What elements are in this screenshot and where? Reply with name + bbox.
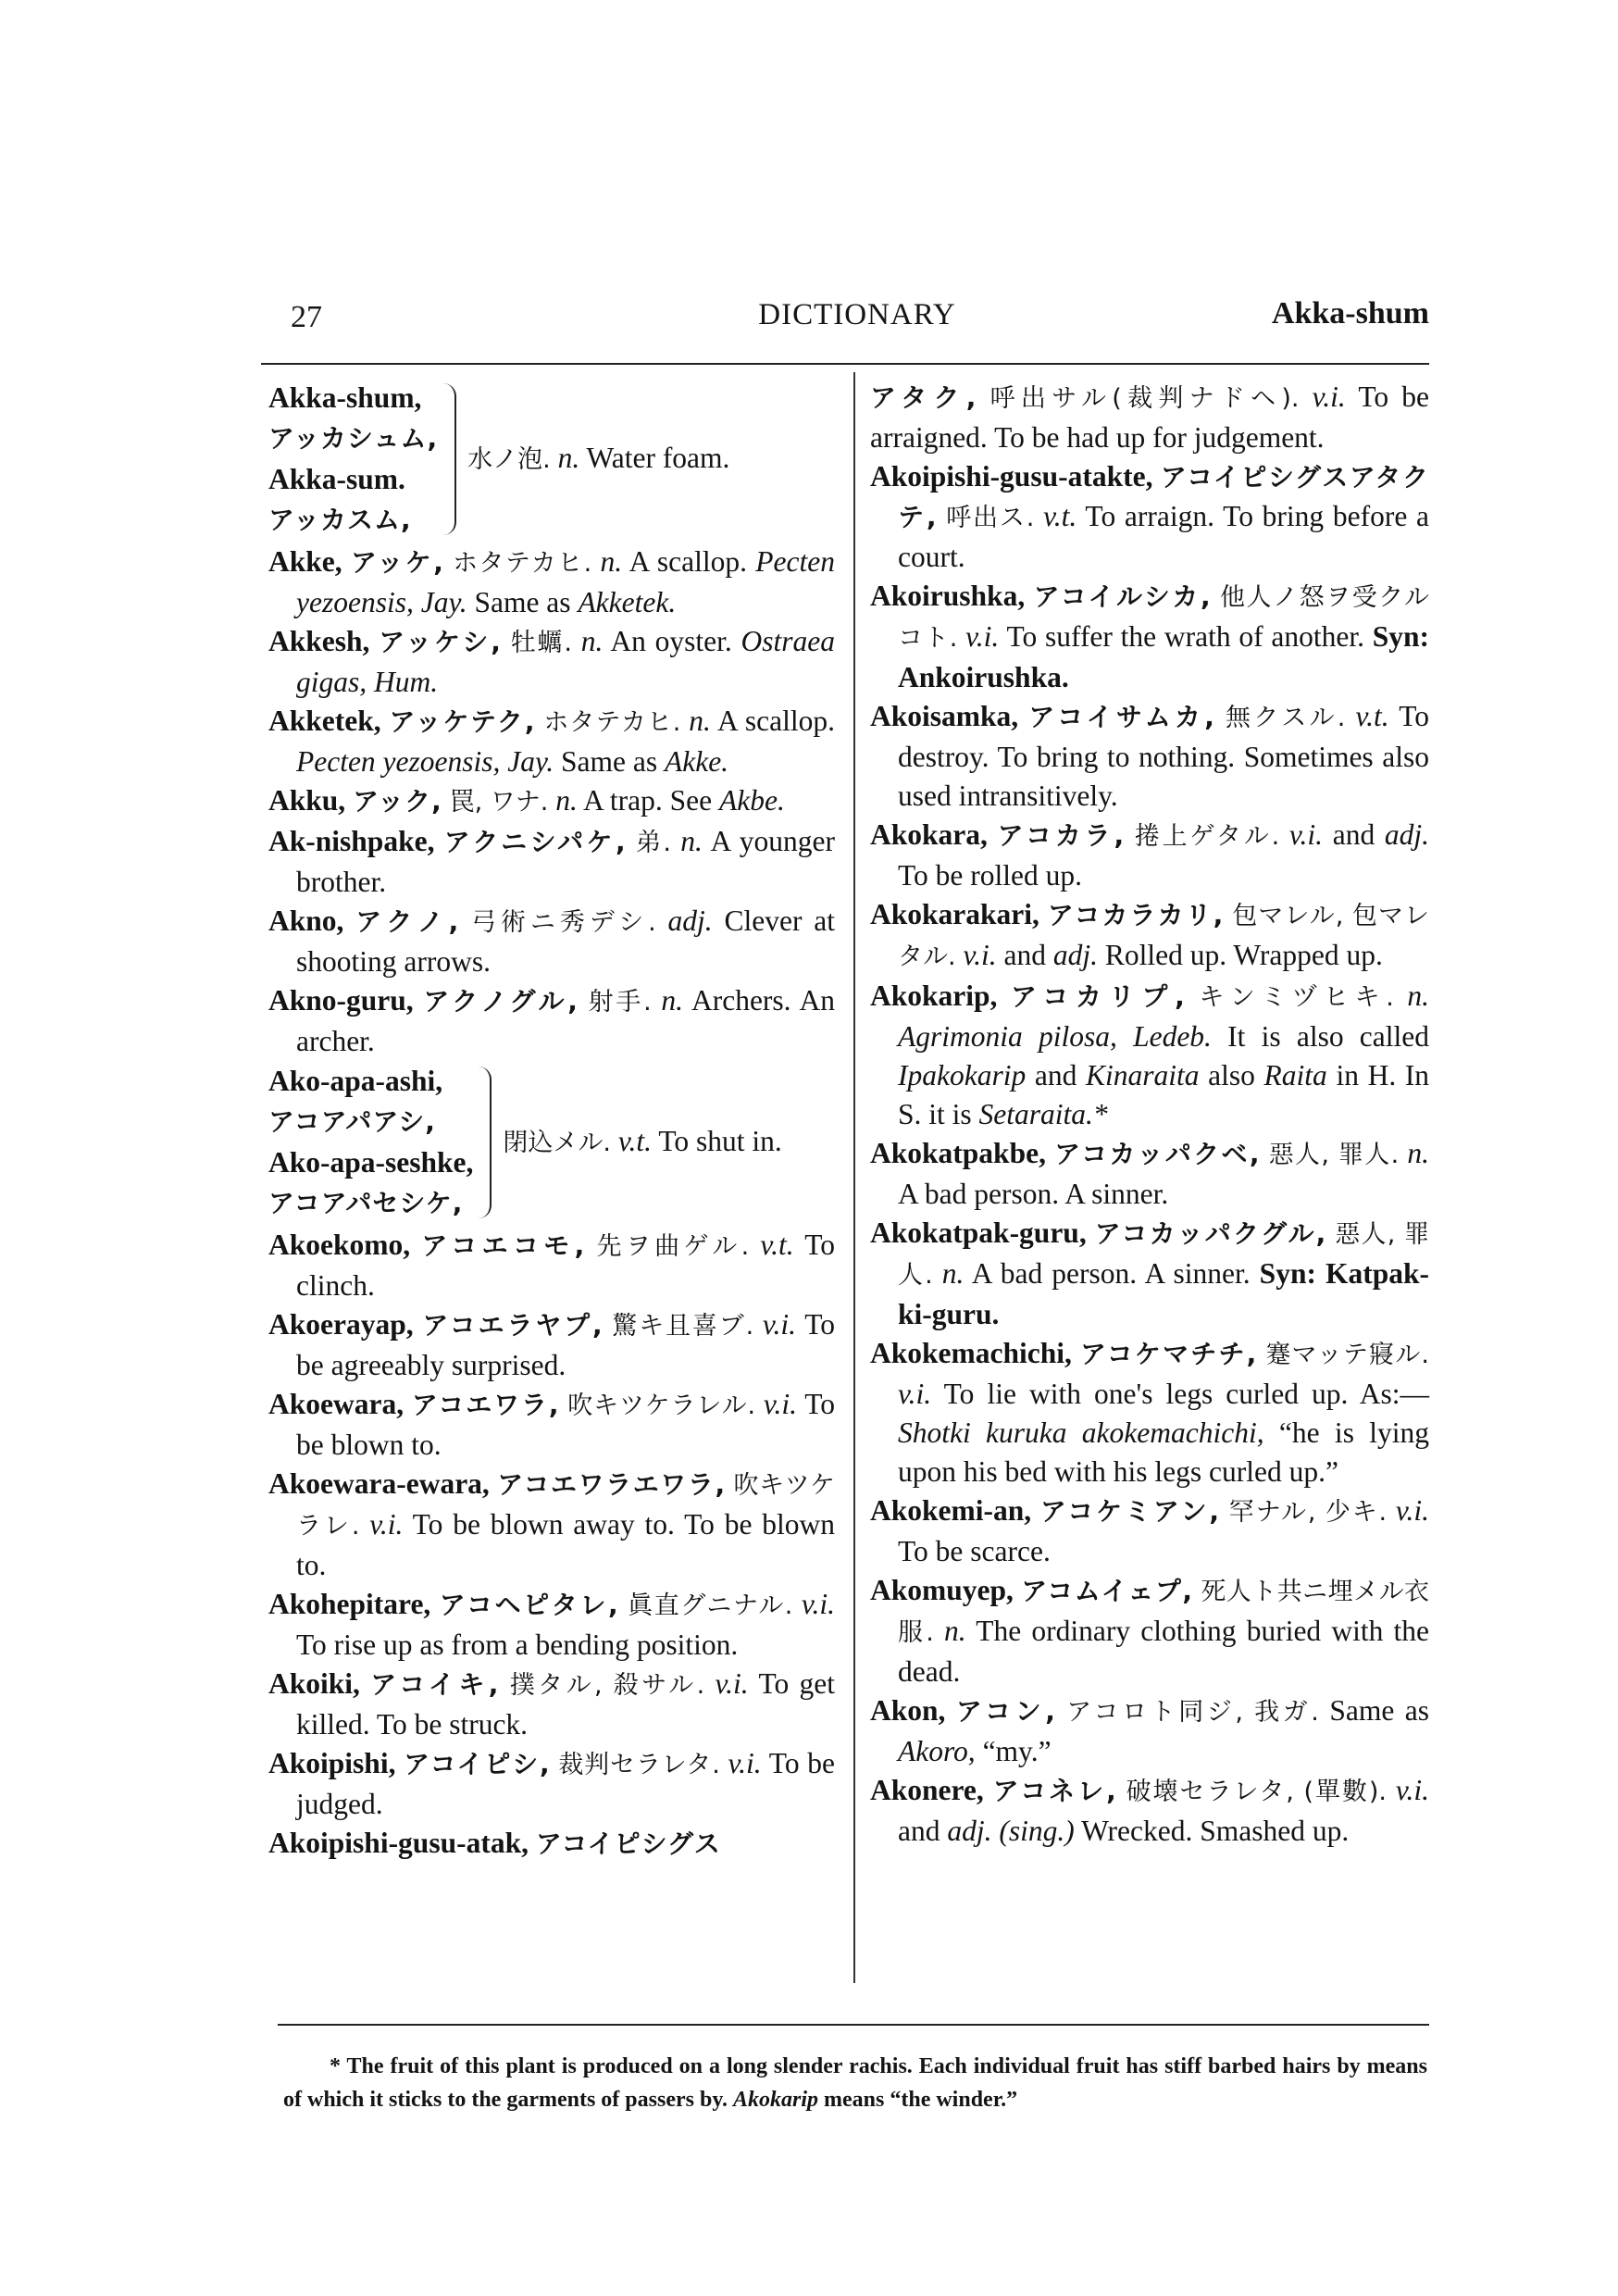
definition: A bad person. A sinner.: [971, 1257, 1251, 1290]
headword-kana: アコケマチチ,: [1079, 1339, 1258, 1369]
headword: Akku,: [268, 784, 346, 817]
entry-group-akka-shum: [268, 378, 835, 541]
group-headwords: [268, 378, 438, 541]
japanese-gloss: 惡人, 罪人.: [898, 1220, 1430, 1290]
headword-kana: アコイキ,: [370, 1669, 500, 1700]
definition: Archers. An archer.: [296, 984, 835, 1057]
headword: Akketek,: [268, 705, 381, 737]
part-of-speech: n.: [661, 984, 684, 1017]
headword-kana: アッケ,: [350, 547, 444, 578]
definition: To be blown away to. To be blown to.: [296, 1508, 835, 1581]
headword-kana: アコケミアン,: [1039, 1496, 1221, 1527]
headword: Akokatpak-guru,: [870, 1217, 1087, 1249]
cross-ref-text: Same as: [474, 586, 571, 618]
headword: Akomuyep,: [870, 1574, 1014, 1606]
japanese-gloss: 吹キツケラレ.: [296, 1471, 835, 1541]
entry-akoipishi-gusu-atakte: [870, 457, 1429, 577]
group-definition: [467, 439, 835, 480]
definition: The ordinary clothing buried with the dead.: [898, 1615, 1429, 1688]
synonym-label: Syn:: [1259, 1257, 1316, 1290]
cross-reference: Akoro,: [898, 1735, 976, 1767]
part-of-speech: n.: [600, 545, 623, 578]
headword-kana: アクニシパケ,: [443, 827, 627, 857]
footnote-term: Akokarip: [733, 2088, 819, 2112]
alt-name: Kinaraita: [1085, 1059, 1200, 1092]
definition: Wrecked. Smashed up.: [1081, 1815, 1350, 1847]
headword: Akokarip,: [870, 980, 998, 1012]
headword: Ako-apa-ashi,: [268, 1065, 443, 1097]
headword: Akoewara,: [268, 1388, 404, 1420]
japanese-gloss: 先ヲ曲ゲル.: [596, 1232, 750, 1261]
headword-kana: アッケテク,: [389, 706, 536, 737]
column-divider: [853, 372, 855, 1983]
headword-kana: アコネレ,: [992, 1776, 1117, 1806]
headword-kana: アコカラ,: [997, 820, 1126, 851]
entry-akketek: [268, 702, 835, 781]
entry-akohepitare: [268, 1585, 835, 1665]
conjunction: and: [898, 1815, 940, 1847]
headword-kana: アコヘピタレ,: [439, 1590, 619, 1620]
headword: Akka-shum,: [268, 381, 422, 414]
definition-text: in H. In S. it is: [898, 1059, 1430, 1130]
entry-akokatpakbe: [870, 1134, 1429, 1214]
part-of-speech: n.: [944, 1615, 966, 1647]
headword-kana: アコイピシグス: [535, 1828, 721, 1859]
japanese-gloss: 無クスル.: [1226, 704, 1346, 732]
scientific-name: Pecten yezoensis, Jay.: [296, 545, 835, 618]
part-of-speech: v.t.: [1355, 700, 1389, 732]
headword-kana: アコアパセシケ,: [268, 1188, 464, 1218]
definition: To lie with one's legs curled up. As:—: [943, 1378, 1429, 1410]
example-ainu: Shotki kuruka akokemachichi,: [898, 1416, 1264, 1449]
headword: Akoekomo,: [268, 1229, 411, 1261]
headword-kana: アコエコモ,: [421, 1230, 586, 1261]
part-of-speech: v.i.: [1312, 381, 1346, 413]
japanese-gloss: 他人ノ怒ヲ受クルコト.: [898, 583, 1430, 653]
headword-kana: アタク,: [870, 382, 977, 413]
part-of-speech: v.t.: [1043, 500, 1077, 532]
headword-kana: アコイピシ,: [404, 1749, 551, 1779]
headword: Ako-apa-seshke,: [268, 1146, 474, 1179]
definition: To shut in.: [658, 1125, 782, 1157]
footnote: [283, 2050, 1427, 2116]
entry-akkesh: [268, 622, 835, 702]
cross-ref-text: Same as: [561, 745, 658, 778]
cross-reference: Akbe.: [718, 784, 785, 817]
entry-akke: [268, 543, 835, 622]
headword: Akoiki,: [268, 1667, 360, 1700]
headword-kana: アコエラヤプ,: [422, 1310, 604, 1341]
entry-akokatpak-guru: [870, 1214, 1429, 1334]
headword-kana: アコカッパクベ,: [1054, 1139, 1261, 1169]
part-of-speech: v.i.: [728, 1747, 762, 1779]
definition: To get killed. To be struck.: [296, 1667, 836, 1741]
japanese-gloss: 驚キ且喜ブ.: [612, 1312, 754, 1341]
headword: Akka-sum.: [268, 463, 405, 495]
entry-akokemachichi: [870, 1334, 1429, 1491]
japanese-gloss: 呼出サル(裁判ナドヘ).: [989, 384, 1300, 413]
definition: Clever at shooting arrows.: [296, 905, 836, 978]
part-of-speech: v.i.: [801, 1588, 836, 1620]
entry-akoiki: [268, 1665, 835, 1744]
entry-akokemi-an: [870, 1491, 1429, 1571]
definition: To be agreeably surprised.: [296, 1308, 835, 1381]
definition: To be arraigned. To be had up for judgement.: [870, 381, 1429, 454]
entry-akoewara: [268, 1385, 835, 1465]
part-of-speech: n.: [1407, 1137, 1430, 1169]
headword-kana: アコン,: [955, 1696, 1056, 1727]
cross-reference: Akke.: [665, 745, 729, 778]
part-of-speech: v.i.: [898, 1378, 932, 1410]
japanese-gloss: 射手.: [588, 988, 652, 1017]
definition-tail: “my.”: [982, 1735, 1052, 1767]
japanese-gloss: ホタテカヒ.: [453, 549, 592, 578]
part-of-speech: n.: [580, 625, 604, 657]
definition: Rolled up. Wrapped up.: [1104, 939, 1383, 971]
synonym: Ankoirushka.: [898, 661, 1069, 693]
part-of-speech: v.i.: [715, 1667, 749, 1700]
headword: Akohepitare,: [268, 1588, 431, 1620]
headword-kana: アクノ,: [355, 906, 460, 937]
entry-akoerayap: [268, 1305, 835, 1385]
japanese-gloss: 弓術ニ秀デシ.: [471, 908, 656, 937]
entry-akokarip: [870, 977, 1429, 1134]
definition: To be judged.: [296, 1747, 836, 1820]
definition: To rise up as from a bending position.: [296, 1628, 739, 1661]
japanese-gloss: 吹キツケラレル.: [567, 1391, 756, 1420]
definition: A trap. See: [583, 784, 713, 817]
header-rule: [261, 363, 1429, 365]
group-headwords: [268, 1061, 473, 1224]
alt-name: Raita: [1263, 1059, 1327, 1092]
headword-kana: アコイルシカ,: [1033, 581, 1212, 612]
part-of-speech: n.: [941, 1257, 965, 1290]
left-column: [268, 378, 835, 1864]
japanese-gloss: 裁判セラレタ.: [558, 1751, 720, 1779]
headword: Akoipishi,: [268, 1747, 396, 1779]
definition-text: It is also called: [1227, 1020, 1429, 1053]
headword-kana: アコムイェプ,: [1021, 1576, 1193, 1606]
page-header: [285, 294, 1429, 341]
japanese-gloss: アコロト同ジ, 我ガ.: [1066, 1698, 1319, 1727]
part-of-speech: adj.: [1052, 939, 1098, 971]
part-of-speech: v.i.: [762, 1308, 797, 1341]
part-of-speech: n.: [1407, 980, 1430, 1012]
definition: To clinch.: [296, 1229, 836, 1302]
scientific-name: Agrimonia pilosa, Ledeb.: [898, 1020, 1212, 1053]
japanese-gloss: 呼出ス.: [946, 504, 1035, 532]
entry-akoirushka: [870, 577, 1429, 697]
headword-kana: アコイピシグスアタクテ,: [898, 462, 1430, 532]
entry-akoewara-ewara: [268, 1465, 835, 1585]
part-of-speech: v.i.: [1288, 818, 1324, 851]
part-of-speech: n.: [557, 442, 580, 474]
part-of-speech: v.i.: [963, 939, 997, 971]
conjunction: and: [1003, 939, 1046, 971]
entry-akokarakari: [870, 895, 1429, 977]
headword: Akon,: [870, 1694, 946, 1727]
definition: To be scarce.: [898, 1535, 1051, 1567]
headword-kana: アコカラカリ,: [1047, 900, 1225, 930]
japanese-gloss: 撲タル, 殺サル.: [509, 1671, 705, 1700]
japanese-gloss: 破壊セラレタ, (單數).: [1126, 1778, 1387, 1806]
japanese-gloss: 罕ナル, 少キ.: [1228, 1498, 1388, 1527]
headword-kana: アコカリプ,: [1011, 981, 1186, 1012]
headword: Akoewara-ewara,: [268, 1467, 490, 1500]
definition: Water foam.: [586, 442, 730, 474]
headword-kana: アクノグル,: [423, 986, 579, 1017]
japanese-gloss: キンミヅヒキ.: [1199, 983, 1394, 1012]
headword-kana: アコアパアシ,: [268, 1106, 436, 1137]
running-title: DICTIONARY: [758, 298, 956, 331]
entry-akoipishi-gusu-atak: [268, 1824, 835, 1864]
japanese-gloss: 眞直グニナル.: [628, 1591, 793, 1620]
scientific-name: Pecten yezoensis, Jay.: [296, 745, 554, 778]
definition: Same as: [1329, 1694, 1429, 1727]
entry-akon: [870, 1691, 1429, 1771]
headword: Akno-guru,: [268, 984, 414, 1017]
part-of-speech: v.t.: [617, 1125, 653, 1157]
headword: Akoipishi-gusu-atakte,: [870, 460, 1153, 493]
definition: To be blown to.: [296, 1388, 836, 1461]
japanese-gloss: 蹇マッテ寢ル.: [1265, 1341, 1429, 1369]
japanese-gloss: 死人ト共ニ埋メル衣服.: [898, 1578, 1430, 1647]
japanese-gloss: 水ノ泡.: [467, 445, 551, 474]
group-definition: [503, 1122, 835, 1163]
part-of-speech: v.i.: [369, 1508, 404, 1541]
headword-kana: アッカスム,: [268, 505, 412, 535]
brace: [442, 383, 456, 535]
definition: To arraign. To bring before a court.: [898, 500, 1430, 573]
japanese-gloss: ホタテカヒ.: [543, 708, 681, 737]
running-headword: Akka-shum: [1271, 296, 1429, 331]
headword: Akke,: [268, 545, 342, 578]
headword: Akoipishi-gusu-atak,: [268, 1827, 529, 1859]
japanese-gloss: 包マレル, 包マレタル.: [898, 902, 1430, 971]
japanese-gloss: 弟.: [635, 829, 671, 857]
number-note: (sing.): [999, 1815, 1075, 1847]
synonym-label: Syn:: [1372, 620, 1430, 653]
entry-ak-nishpake: [268, 822, 835, 902]
entry-akno: [268, 902, 835, 981]
headword: Akkesh,: [268, 625, 370, 657]
headword: Akokemi-an,: [870, 1494, 1032, 1527]
definition-text: and: [1034, 1059, 1077, 1092]
headword-kana: アコカッパクグル,: [1094, 1218, 1327, 1249]
definition: To be rolled up.: [898, 859, 1082, 892]
entry-akoipishi-gusu-atak-continued: [870, 378, 1429, 457]
headword: Akoirushka,: [870, 580, 1026, 612]
alt-name: Ipakokarip: [898, 1059, 1027, 1092]
example-translation: “he is lying upon his bed with his legs curled up.”: [898, 1416, 1430, 1488]
scientific-name: Ostraea gigas, Hum.: [296, 625, 836, 698]
entry-akoekomo: [268, 1226, 835, 1305]
entry-akokara: [870, 816, 1429, 895]
headword-kana: アコエワラ,: [411, 1390, 560, 1420]
definition: To destroy. To bring to nothing. Sometimes also used intransitively.: [898, 700, 1430, 812]
japanese-gloss: 牡蠣.: [510, 629, 572, 657]
headword: Ak-nishpake,: [268, 825, 435, 857]
right-column: [870, 378, 1429, 1851]
footnote-rule: [278, 2024, 1429, 2026]
entry-group-ako-apa: [268, 1061, 835, 1224]
headword: Akokarakari,: [870, 898, 1039, 930]
alt-name: Setaraita.*: [978, 1098, 1108, 1130]
definition: A scallop.: [717, 705, 836, 737]
entry-akomuyep: [870, 1571, 1429, 1691]
part-of-speech: adj.: [1384, 818, 1430, 851]
definition: An oyster.: [610, 625, 732, 657]
cross-reference: Akketek.: [578, 586, 677, 618]
headword-kana: アコイサムカ,: [1028, 702, 1215, 732]
part-of-speech: n.: [689, 705, 711, 737]
synonym: Katpak-ki-guru.: [898, 1257, 1430, 1330]
page-number: 27: [291, 300, 322, 334]
conjunction: and: [1332, 818, 1375, 851]
headword: Akokatpakbe,: [870, 1137, 1046, 1169]
definition: To suffer the wrath of another.: [1006, 620, 1364, 653]
headword: Akokemachichi,: [870, 1337, 1072, 1369]
part-of-speech: adj.: [667, 905, 713, 937]
headword: Akno,: [268, 905, 344, 937]
part-of-speech: v.t.: [760, 1229, 794, 1261]
part-of-speech: n.: [680, 825, 703, 857]
japanese-gloss: 惡人, 罪人.: [1268, 1141, 1400, 1169]
japanese-gloss: 罠, ワナ.: [449, 788, 549, 817]
japanese-gloss: 閉込メル.: [503, 1129, 612, 1157]
headword: Akoisamka,: [870, 700, 1019, 732]
headword: Akokara,: [870, 818, 988, 851]
part-of-speech: n.: [555, 784, 578, 817]
part-of-speech: v.i.: [1395, 1774, 1429, 1806]
part-of-speech: v.i.: [965, 620, 1000, 653]
brace: [477, 1067, 492, 1218]
entry-akonere: [870, 1771, 1429, 1851]
definition: A scallop.: [629, 545, 748, 578]
footnote-text: * The fruit of this plant is produced on a long slender rachis. Each individual fruit has stiff barbed hairs by means of which it sticks to the garments of passers by.: [283, 2054, 1427, 2112]
entry-akoipishi: [268, 1744, 835, 1824]
headword-kana: アック,: [353, 786, 442, 817]
footnote-text: means “the winder.”: [824, 2088, 1018, 2112]
headword-kana: アッカシュム,: [268, 423, 439, 454]
japanese-gloss: 捲上ゲタル.: [1134, 822, 1280, 851]
headword-kana: アコエワラエワラ,: [497, 1469, 727, 1500]
entry-akku: [268, 781, 835, 822]
definition: A bad person. A sinner.: [898, 1178, 1169, 1210]
headword: Akonere,: [870, 1774, 984, 1806]
definition-text: also: [1208, 1059, 1255, 1092]
part-of-speech: adj.: [947, 1815, 992, 1847]
part-of-speech: v.i.: [763, 1388, 798, 1420]
part-of-speech: v.i.: [1395, 1494, 1430, 1527]
headword-kana: アッケシ,: [379, 627, 502, 657]
headword: Akoerayap,: [268, 1308, 414, 1341]
entry-akoisamka: [870, 697, 1429, 816]
definition: A younger brother.: [296, 825, 836, 898]
entry-akno-guru: [268, 981, 835, 1061]
